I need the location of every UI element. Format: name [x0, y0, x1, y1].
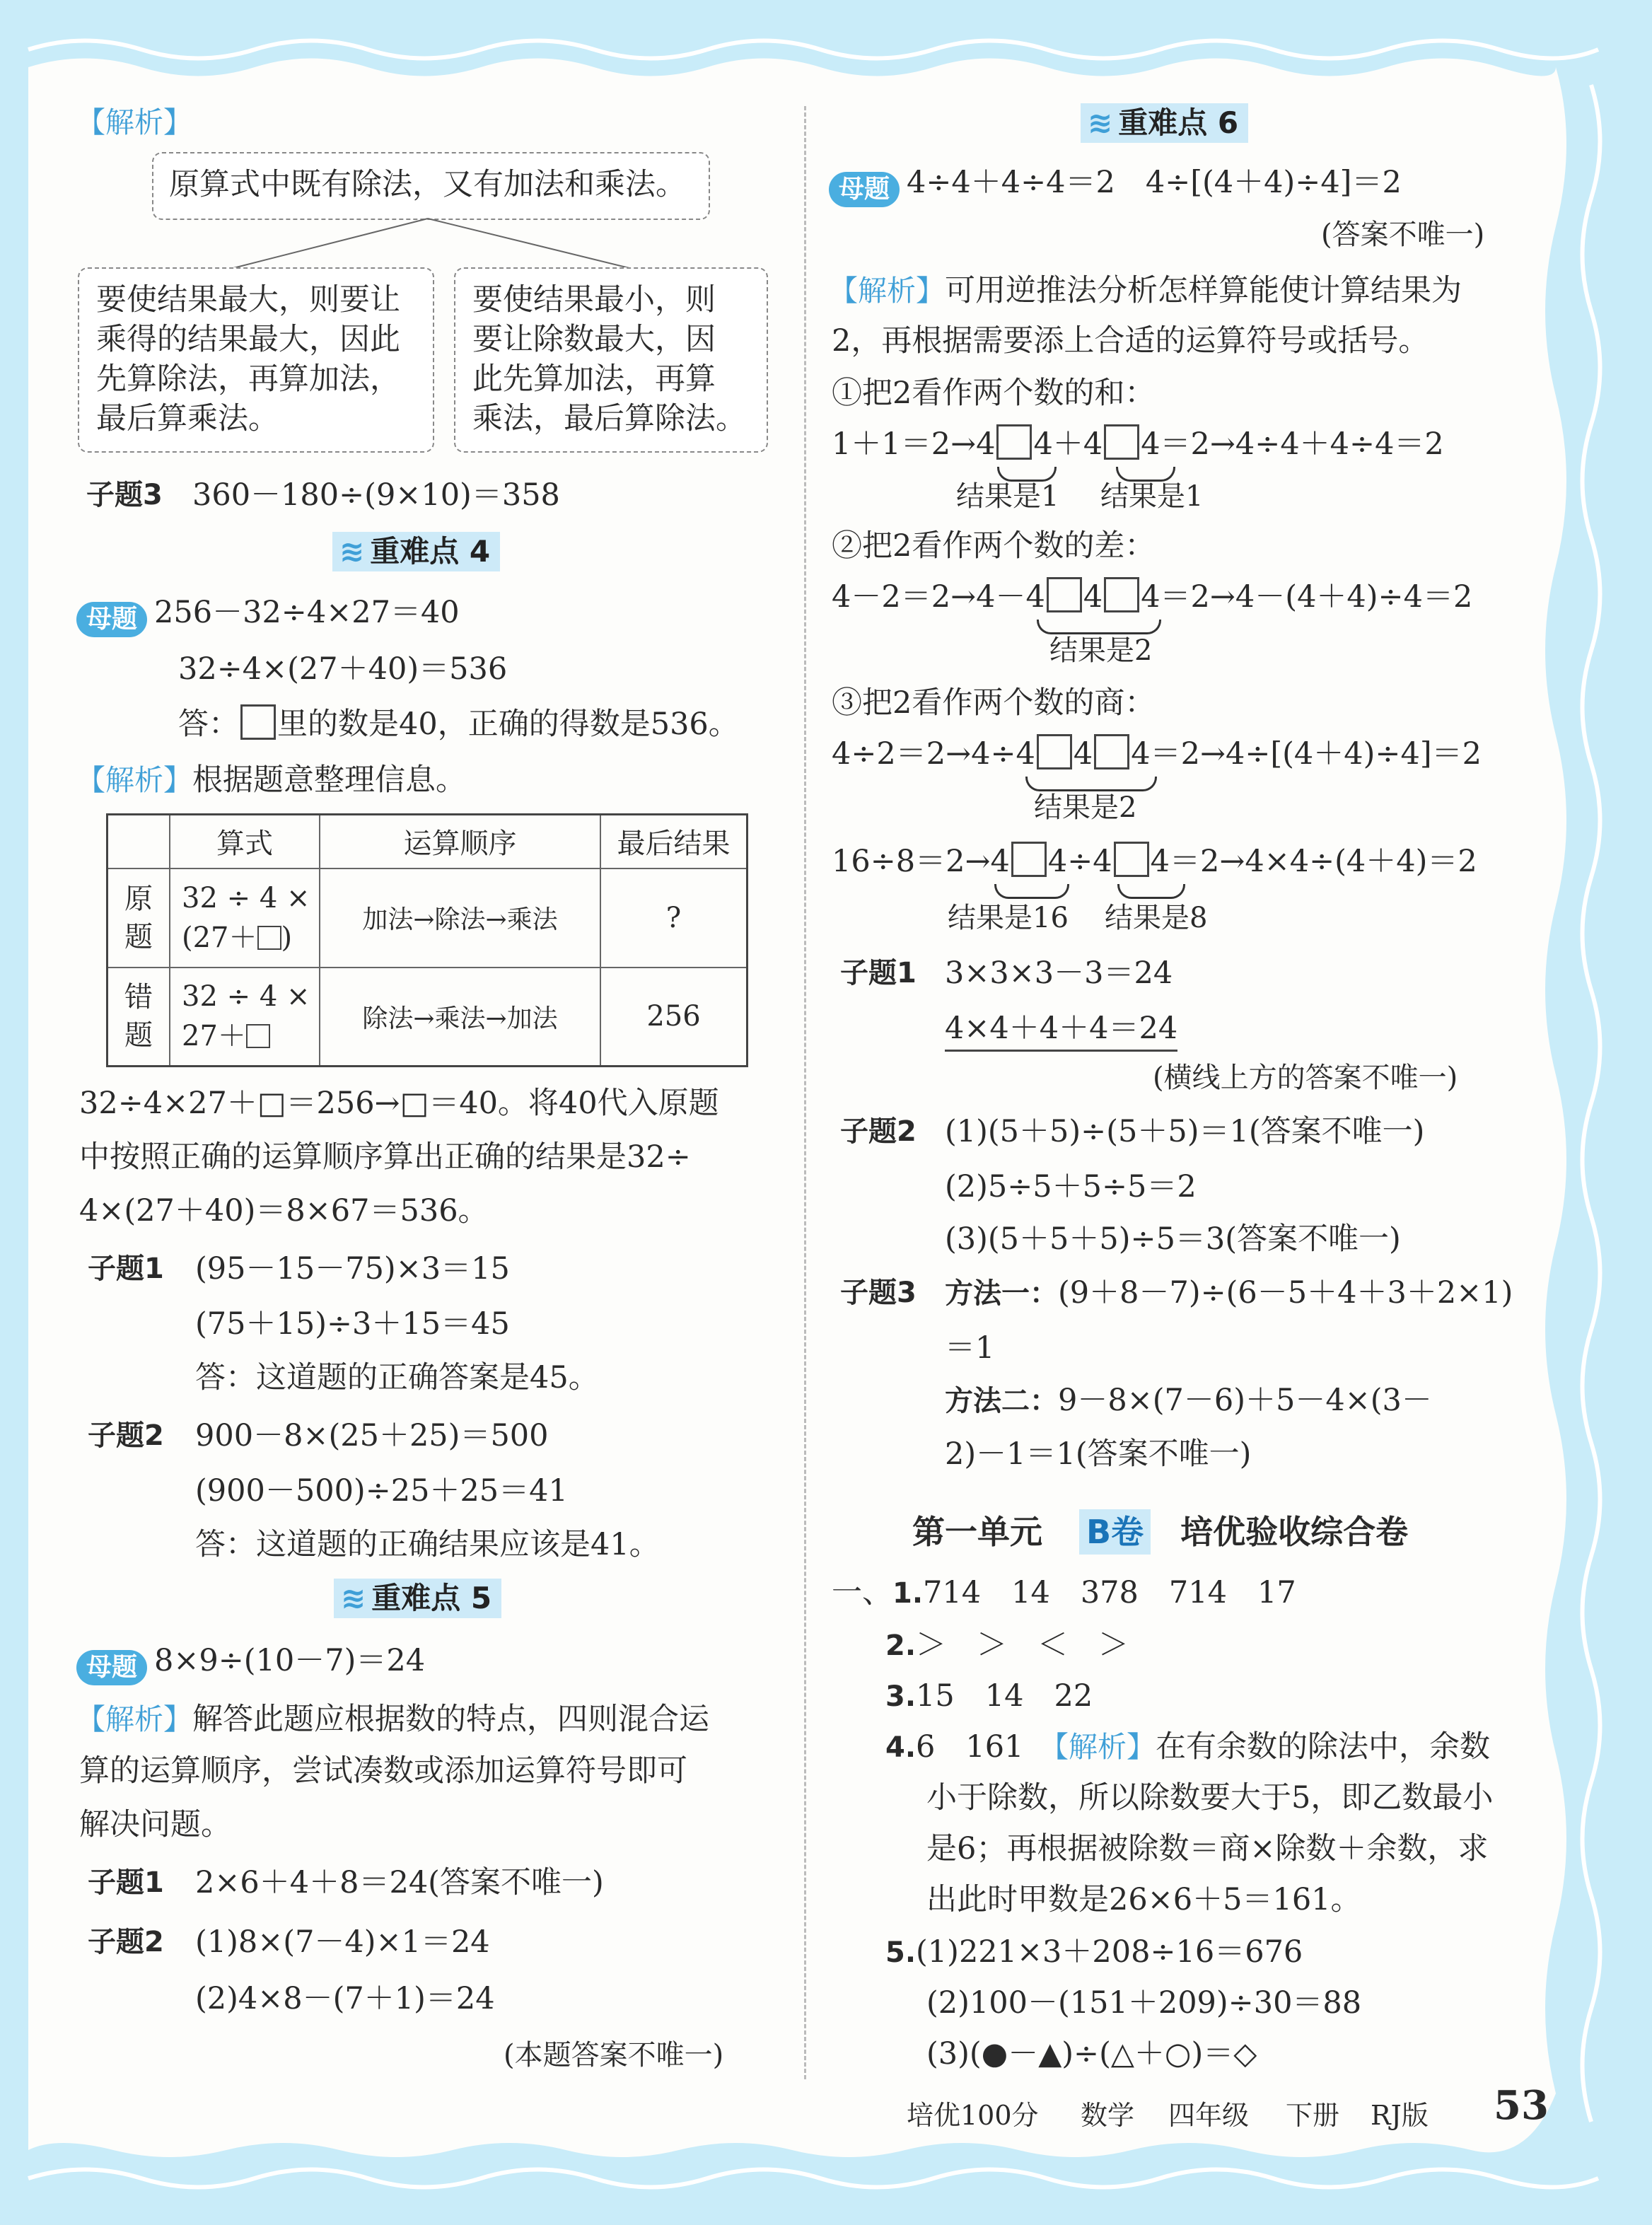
footer-edition: RJ版: [1371, 2100, 1429, 2131]
step1-result: 结果是1: [956, 480, 1059, 513]
mutai4-answer: [178, 703, 739, 745]
blank-box: [996, 424, 1032, 460]
info-table: [106, 813, 748, 1067]
zhd5-header: [334, 1579, 501, 1618]
zt2-line: 900－8×(25＋25)＝500: [195, 1418, 549, 1453]
mutai4-line2: 32÷4×(27＋40)＝536: [178, 651, 508, 687]
r-zt1-line: 4×4＋4＋4＝24: [945, 1007, 1177, 1052]
r-zt3-m2: [945, 1379, 1432, 1422]
para4-line: 4×(27＋40)＝8×67＝536。: [79, 1193, 489, 1228]
blank-box: [1094, 734, 1129, 769]
q-section: 一、: [832, 1575, 892, 1610]
table-row: [107, 968, 748, 1067]
step3-title: ③把2看作两个数的商：: [832, 685, 1156, 721]
r-zt1-note: (横线上方的答案不唯一): [1153, 1062, 1458, 1094]
q4-num: 4.: [885, 1731, 917, 1764]
q4: [885, 1726, 1490, 1769]
step1-expr: [832, 423, 1444, 465]
q4-line: 出此时甲数是26×6＋5＝161。: [926, 1882, 1361, 1917]
expr-part: 27＋: [182, 1020, 246, 1053]
step4-expr: [832, 840, 1477, 883]
zt3-label: 子题3: [86, 479, 163, 511]
blank-box: [1114, 842, 1149, 877]
tree-lines: [71, 216, 778, 272]
step1-title: ①把2看作两个数的和：: [832, 376, 1156, 411]
step2-result: 结果是2: [1049, 634, 1153, 667]
jiexi5-line: 解答此题应根据数的特点，四则混合运: [192, 1702, 709, 1737]
expr-part: 4＝2→4×4÷(4＋4)＝2: [1150, 844, 1477, 879]
blank-box: [1037, 734, 1072, 769]
zhd5-title: 重难点 5: [371, 1581, 492, 1615]
expr-part: 4÷2＝2→4÷4: [832, 736, 1035, 772]
row-expr: [170, 968, 320, 1067]
jiexi6-label: 【解析】: [829, 274, 945, 308]
q5-num: 5.: [885, 1936, 917, 1969]
r-zt2-label: 子题2: [840, 1115, 917, 1148]
q1-num: 1.: [892, 1577, 924, 1610]
r-zt2-line: (1)(5＋5)÷(5＋5)＝1(答案不唯一): [945, 1114, 1425, 1149]
expr-part: 4: [1073, 736, 1093, 772]
q4-line: 是6；再根据被除数＝商×除数＋余数，求: [926, 1831, 1489, 1866]
jiexi5-line: 算的运算顺序，尝试凑数或添加运算符号即可: [79, 1753, 687, 1789]
expr-line: 32 ÷ 4 ×: [182, 881, 310, 914]
unit-title-a: 第一单元: [912, 1513, 1042, 1551]
q4-line: 小于除数，所以除数要大于5，即乙数最小: [926, 1780, 1494, 1816]
blank-box: [1104, 577, 1139, 612]
mutai5: [76, 1639, 425, 1685]
expr-line: [182, 1016, 319, 1056]
zhd4-title: 重难点 4: [370, 534, 491, 569]
tree-left-line: 要使结果最大，则要让: [96, 282, 400, 318]
zhd4-header: [332, 532, 500, 571]
wave-icon: ≋: [339, 534, 365, 569]
table-header: 运算顺序: [320, 815, 600, 868]
q3: [885, 1675, 1093, 1718]
blank-box: [240, 704, 276, 740]
r-zt2-line: (2)5÷5＋5÷5＝2: [945, 1169, 1197, 1204]
expr-part: ): [281, 921, 293, 954]
wave-icon: ≋: [341, 1581, 366, 1615]
row-head-char: 原: [124, 882, 153, 915]
expr-part: 1＋1＝2→4: [832, 426, 996, 462]
q3-num: 3.: [885, 1680, 917, 1713]
zt2-label: 子题2: [88, 1419, 164, 1452]
step1-result: 结果是1: [1100, 480, 1204, 513]
tree-right-line: 此先算加法，再算: [472, 361, 716, 397]
q5-line: (3)(●－▲)÷(△＋○)＝◇: [926, 2036, 1257, 2072]
zt5-2-line: (1)8×(7－4)×1＝24: [195, 1924, 490, 1960]
expr-line: 32 ÷ 4 ×: [182, 980, 310, 1013]
zt5-1-text: 2×6＋4＋8＝24(答案不唯一): [195, 1865, 604, 1900]
expr-part: 4＝2→4÷[(4＋4)÷4]＝2: [1131, 736, 1482, 772]
jiexi-label: 【解析】: [76, 105, 192, 139]
tree-right-line: 要使结果最小，则: [472, 282, 716, 318]
jiexi4-label: 【解析】: [76, 763, 192, 797]
jiexi6-line: 可用逆推法分析怎样算能使计算结果为: [945, 273, 1462, 308]
q3-text: 15 14 22: [916, 1678, 1093, 1714]
mutai6-badge: 母题: [829, 172, 900, 207]
jiexi4: [76, 757, 466, 801]
tree-right-line: 要让除数最大，因: [472, 322, 716, 357]
jiexi5-label: 【解析】: [76, 1702, 192, 1736]
tree-top-text: 原算式中既有除法，又有加法和乘法。: [169, 167, 686, 202]
mutai4: [76, 591, 460, 637]
table-corner: [107, 815, 170, 868]
zt2-line: (900－500)÷25＋25＝41: [195, 1473, 568, 1509]
blank-box: [1011, 842, 1047, 877]
table-header-row: [107, 815, 748, 868]
r-zt1-line: 3×3×3－3＝24: [945, 955, 1173, 991]
r-zt3-m1-cont: ＝1: [945, 1330, 995, 1366]
row-order: 除法→乘法→加法: [320, 968, 600, 1067]
expr-part: 4－2＝2→4－4: [832, 579, 1045, 615]
q1: [832, 1572, 1296, 1615]
q4-jiexi: 【解析】: [1054, 1730, 1156, 1764]
tree-left-line: 最后算乘法。: [96, 401, 279, 436]
q1-text: 714 14 378 714 17: [923, 1575, 1296, 1610]
zt3-text: 360－180÷(9×10)＝358: [192, 477, 560, 513]
table-row: [107, 868, 748, 968]
note5: (本题答案不唯一): [504, 2039, 724, 2072]
row-expr: [170, 868, 320, 968]
step3-result: 结果是2: [1034, 791, 1137, 824]
m2-label: 方法二：: [945, 1385, 1058, 1417]
m2-text: 9－8×(7－6)＋5－4×(3－: [1058, 1383, 1432, 1418]
mutai4-badge: 母题: [76, 602, 147, 637]
step3-expr: [832, 733, 1482, 775]
tree-left-line: 先算除法，再算加法，: [96, 361, 400, 397]
zt1-line: (75＋15)÷3＋15＝45: [195, 1306, 510, 1342]
row-order: 加法→除法→乘法: [320, 868, 600, 968]
zt5-2-label: 子题2: [88, 1926, 164, 1958]
expr-part: 4: [1083, 579, 1103, 615]
zt1-line: 答：这道题的正确答案是45。: [195, 1360, 599, 1395]
page-number: 53: [1494, 2082, 1549, 2129]
jiexi5-line: 解决问题。: [79, 1807, 231, 1842]
r-zt3-m1: [945, 1272, 1513, 1315]
blank-box: [1104, 424, 1139, 460]
q4-b: 在有余数的除法中，余数: [1155, 1729, 1490, 1765]
footer-grade: 四年级: [1168, 2100, 1250, 2131]
q2-text: ＞ ＞ ＜ ＞: [916, 1627, 1129, 1663]
expr-line: [182, 918, 319, 958]
row-head-char: 题: [124, 920, 153, 953]
zt1-line: (95－15－75)×3＝15: [195, 1251, 510, 1286]
jiexi6: [829, 267, 1462, 312]
para4-line: 32÷4×27＋□＝256→□＝40。将40代入原题: [79, 1086, 719, 1121]
r-zt1-label: 子题1: [840, 957, 917, 989]
step2-title: ②把2看作两个数的差：: [832, 528, 1156, 564]
zt5-2-line: (2)4×8－(7＋1)＝24: [195, 1981, 495, 2016]
zhd6-header: [1081, 103, 1248, 143]
footer-subject: 数学: [1081, 2100, 1135, 2131]
mutai4-ans-post: 里的数是40，正确的得数是536。: [277, 707, 739, 742]
tree-top-box: [152, 152, 710, 220]
expr-part: 4÷4: [1047, 844, 1112, 879]
mutai5-badge: 母题: [76, 1650, 147, 1685]
jiexi5: [76, 1696, 709, 1741]
zhd6-title: 重难点 6: [1118, 105, 1239, 140]
row-head: [107, 868, 170, 968]
jiexi6-line: 2，再根据需要添上合适的运算符号或括号。: [832, 323, 1429, 359]
expr-part: 16÷8＝2→4: [832, 844, 1010, 879]
wave-icon: ≋: [1088, 105, 1113, 140]
footer-volume: 下册: [1286, 2100, 1340, 2131]
q5-line: (2)100－(151＋209)÷30＝88: [926, 1985, 1362, 2021]
mutai6-text: 4÷4＋4÷4＝2 4÷[(4＋4)÷4]＝2: [907, 165, 1402, 200]
mutai6-note: (答案不唯一): [1321, 219, 1485, 251]
unit-title-b: 培优验收综合卷: [1180, 1513, 1409, 1551]
expr-part: 4＋4: [1033, 426, 1103, 462]
table-header: 算式: [170, 815, 320, 868]
expr-part: 4＝2→4÷4＋4÷4＝2: [1141, 426, 1444, 462]
row-head-char: 错: [124, 981, 153, 1014]
zt1-label: 子题1: [88, 1253, 164, 1285]
blank-box: [1047, 577, 1082, 612]
row-head-char: 题: [124, 1019, 153, 1052]
zt2-line: 答：这道题的正确结果应该是41。: [195, 1527, 660, 1562]
tree-right-box: [454, 267, 768, 453]
column-divider: [804, 106, 806, 2079]
expr-part: 4＝2→4－(4＋4)÷4＝2: [1141, 579, 1473, 615]
q5: [885, 1931, 1303, 1974]
para4-line: 中按照正确的运算顺序算出正确的结果是32÷: [79, 1139, 691, 1175]
unit-title: [912, 1509, 1408, 1555]
q4-a: 6 161: [916, 1729, 1054, 1765]
zt5-1-label: 子题1: [88, 1866, 164, 1899]
unit-badge: B卷: [1079, 1509, 1151, 1555]
r-zt3-m2-cont: 2)－1＝1(答案不唯一): [945, 1436, 1252, 1472]
table-header: 最后结果: [600, 815, 748, 868]
jiexi4-text: 根据题意整理信息。: [192, 762, 466, 798]
expr-part: (27＋: [182, 921, 257, 954]
footer-book: 培优100分: [907, 2100, 1039, 2131]
blank-box: [246, 1024, 270, 1048]
mutai4-ans-pre: 答：: [178, 707, 239, 742]
r-zt3-label: 子题3: [840, 1277, 917, 1309]
row-result: ?: [600, 868, 748, 968]
row-head: [107, 968, 170, 1067]
mutai5-text: 8×9÷(10－7)＝24: [154, 1643, 426, 1678]
r-zt2-line: (3)(5＋5＋5)÷5＝3(答案不唯一): [945, 1221, 1401, 1257]
m1-text: (9＋8－7)÷(6－5＋4＋3＋2×1): [1058, 1275, 1513, 1311]
tree-right-line: 乘法，最后算除法。: [472, 401, 746, 436]
q2: [885, 1624, 1129, 1667]
m1-label: 方法一：: [945, 1277, 1058, 1310]
tree-left-line: 乘得的结果最大，因此: [96, 322, 400, 357]
step2-expr: [832, 576, 1472, 618]
step4-result: 结果是8: [1105, 902, 1208, 934]
q5-line: (1)221×3＋208÷16＝676: [916, 1934, 1303, 1970]
tree-left-box: [78, 267, 434, 453]
row-result: 256: [600, 968, 748, 1067]
mutai6: [829, 161, 1402, 207]
step4-result: 结果是16: [948, 902, 1069, 934]
mutai4-line1: 256－32÷4×27＝40: [154, 595, 460, 630]
blank-box: [257, 926, 281, 950]
q2-num: 2.: [885, 1629, 917, 1662]
